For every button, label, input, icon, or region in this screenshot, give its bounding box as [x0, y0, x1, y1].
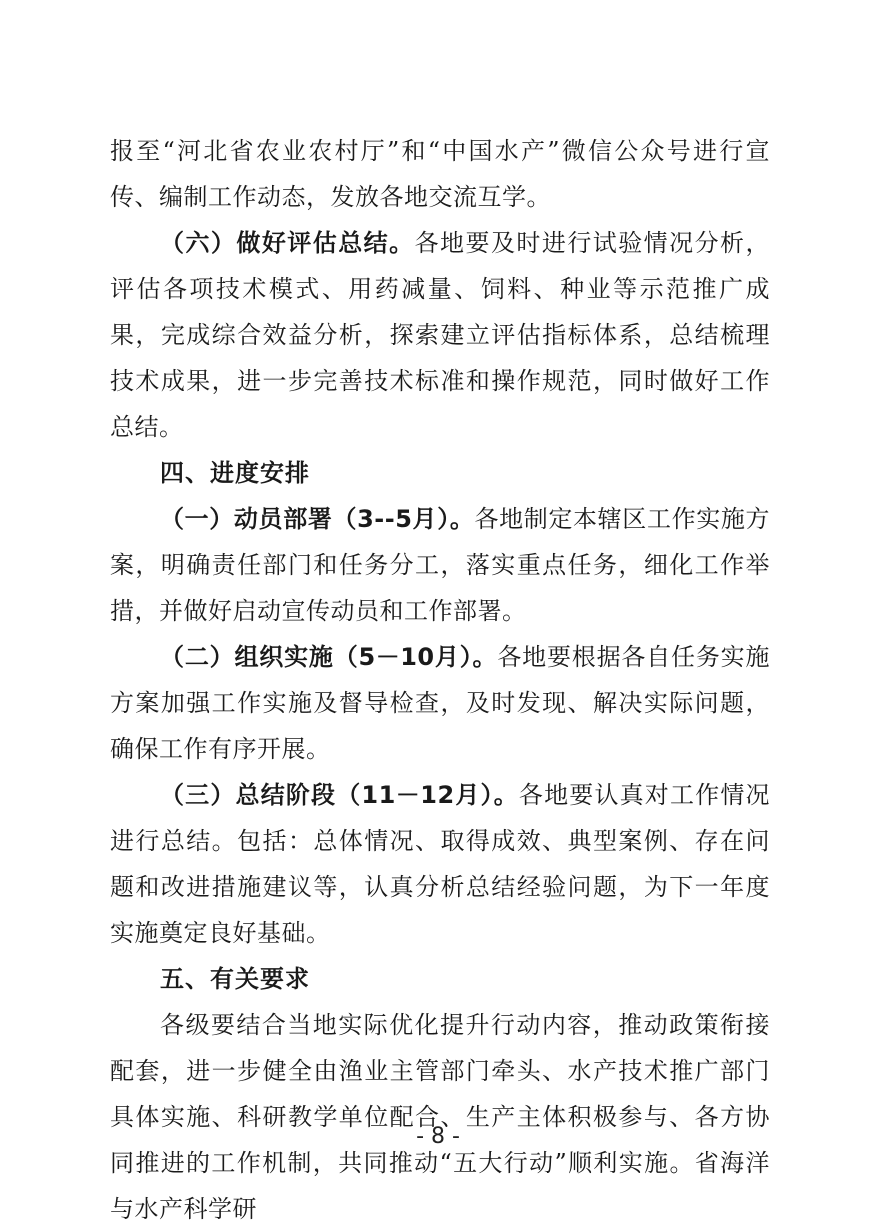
page-number: - 8 - [416, 1124, 460, 1149]
paragraph-text: 各级要结合当地实际优化提升行动内容，推动政策衔接配套，进一步健全由渔业主管部门牵头、水产技术推广部门具体实施、科研教学单位配合、生产主体积极参与、各方协同推进的工作机制，共同推动“五大行动”顺利实施。省海洋与水产科学研 [110, 1011, 770, 1223]
paragraph-implementation [110, 634, 770, 772]
paragraph-continuation [110, 128, 770, 220]
sub-heading-implementation: （二）组织实施（5－10月）。 [160, 643, 498, 671]
paragraph-text: 报至“河北省农业农村厅”和“中国水产”微信公众号进行宣传、编制工作动态，发放各地交流互学。 [110, 137, 770, 211]
section-heading-schedule: 四、进度安排 [160, 459, 310, 487]
section-heading-requirements: 五、有关要求 [160, 965, 310, 993]
sub-heading-summary-stage: （三）总结阶段（11－12月）。 [160, 781, 519, 809]
paragraph-text: 各地要根据各自任务实施方案加强工作实施及督导检查，及时发现、解决实际问题，确保工作有序开展。 [110, 643, 770, 763]
paragraph-mobilization [110, 496, 770, 634]
sub-heading-mobilization: （一）动员部署（3--5月）。 [160, 505, 475, 533]
paragraph-requirements [110, 1002, 770, 1232]
sub-heading-evaluation: （六）做好评估总结。 [160, 229, 415, 257]
paragraph-evaluation-summary [110, 220, 770, 450]
paragraph-text: 各地制定本辖区工作实施方案，明确责任部门和任务分工，落实重点任务，细化工作举措，并做好启动宣传动员和工作部署。 [110, 505, 771, 625]
paragraph-summary-stage [110, 772, 770, 956]
document-body [110, 128, 770, 1232]
paragraph-text: 各地要认真对工作情况进行总结。包括：总体情况、取得成效、典型案例、存在问题和改进措施建议等，认真分析总结经验问题，为下一年度实施奠定良好基础。 [110, 781, 771, 947]
paragraph-text: 各地要及时进行试验情况分析，评估各项技术模式、用药减量、饲料、种业等示范推广成果，完成综合效益分析，探索建立评估指标体系，总结梳理技术成果，进一步完善技术标准和操作规范，同时做好工作总结。 [110, 229, 771, 441]
